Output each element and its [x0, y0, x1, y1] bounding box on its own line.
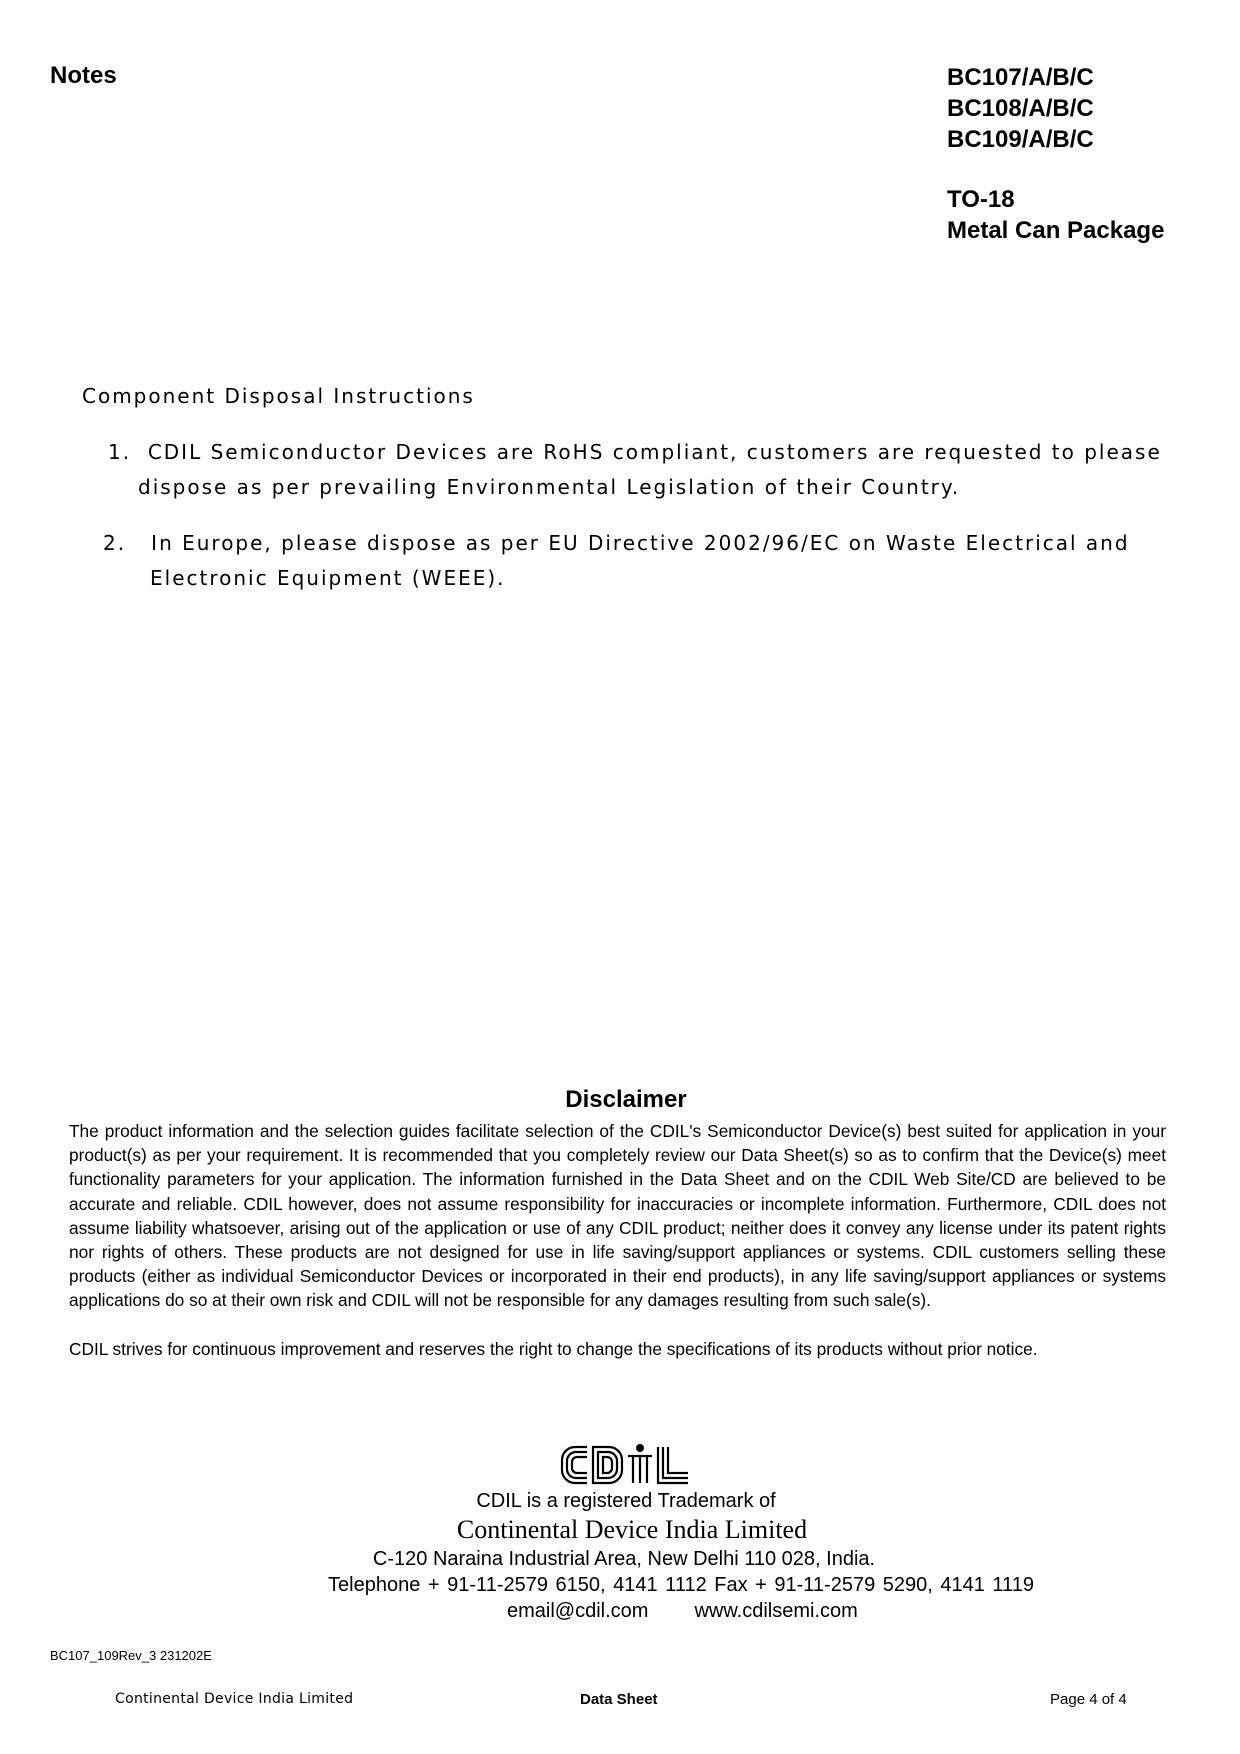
package-type: TO-18 [947, 186, 1015, 213]
disclaimer-note: CDIL strives for continuous improvement and reserves the right to change the specifications of its products without prior notice. [69, 1338, 1038, 1359]
document-code: BC107_109Rev_3 231202E [50, 1648, 212, 1663]
item-number: 1. [108, 440, 132, 464]
notes-title: Notes [50, 62, 117, 89]
disposal-heading: Component Disposal Instructions [82, 384, 475, 408]
part-number-bc108: BC108/A/B/C [947, 95, 1094, 122]
item-number: 2. [103, 531, 127, 555]
package-description: Metal Can Package [947, 217, 1165, 244]
disclaimer-title: Disclaimer [565, 1086, 687, 1113]
disclaimer-body [69, 1119, 1166, 1361]
email-link[interactable]: email@cdil.com [507, 1600, 649, 1622]
disposal-section [82, 384, 1162, 590]
company-address: C-120 Naraina Industrial Area, New Delhi 110 028, India. [372, 1548, 876, 1570]
part-number-bc107: BC107/A/B/C [947, 64, 1094, 91]
footer-doc-type: Data Sheet [580, 1691, 658, 1708]
footer-company: Continental Device India Limited [115, 1691, 354, 1707]
trademark-line: CDIL is a registered Trademark of [476, 1490, 776, 1512]
contact-line [507, 1600, 858, 1623]
footer-page-number: Page 4 of 4 [1050, 1691, 1127, 1708]
item-text-line: CDIL Semiconductor Devices are RoHS compliant, customers are requested to please [147, 440, 1162, 464]
disclaimer-paragraph: The product information and the selection guides facilitate selection of the CDIL's Semiconductor Device(s) best suited for application in your product(s) as per your requirement. It is recommended that you completely review our Data Sheet(s) so as to confirm that the Device(s) meet functionality parameters for your application. The information furnished in the Data Sheet and on the CDIL Web Site/CD are believed to be accurate and reliable. CDIL however, does not assume responsibility for inaccuracies or incomplete information. Furthermore, CDIL does not assume liability whatsoever, arising out of the application or use of any CDIL product; neither does it convey any license under its patent rights nor rights of others. These products are not designed for use in life saving/support appliances or systems. CDIL customers selling these products (either as individual Semiconductor Devices or incorporated in their end products), in any life saving/support appliances or systems applications do so at their own risk and CDIL will not be responsible for any damages resulting from such sale(s). [69, 1121, 1166, 1311]
website-link[interactable]: www.cdilsemi.com [694, 1600, 858, 1622]
cdil-logo [559, 1442, 691, 1488]
company-name: Continental Device India Limited [456, 1515, 808, 1544]
disposal-item-1 [108, 440, 1162, 499]
company-phone: Telephone + 91-11-2579 6150, 4141 1112 Fax + 91-11-2579 5290, 4141 1119 [328, 1574, 1034, 1596]
part-numbers-block [947, 62, 1164, 246]
item-text-line: Electronic Equipment (WEEE). [150, 566, 506, 590]
part-number-bc109: BC109/A/B/C [947, 126, 1094, 153]
disposal-item-2 [103, 531, 1130, 590]
item-text-line: In Europe, please dispose as per EU Directive 2002/96/EC on Waste Electrical and [151, 531, 1130, 555]
item-text-line: dispose as per prevailing Environmental Legislation of their Country. [138, 475, 961, 499]
